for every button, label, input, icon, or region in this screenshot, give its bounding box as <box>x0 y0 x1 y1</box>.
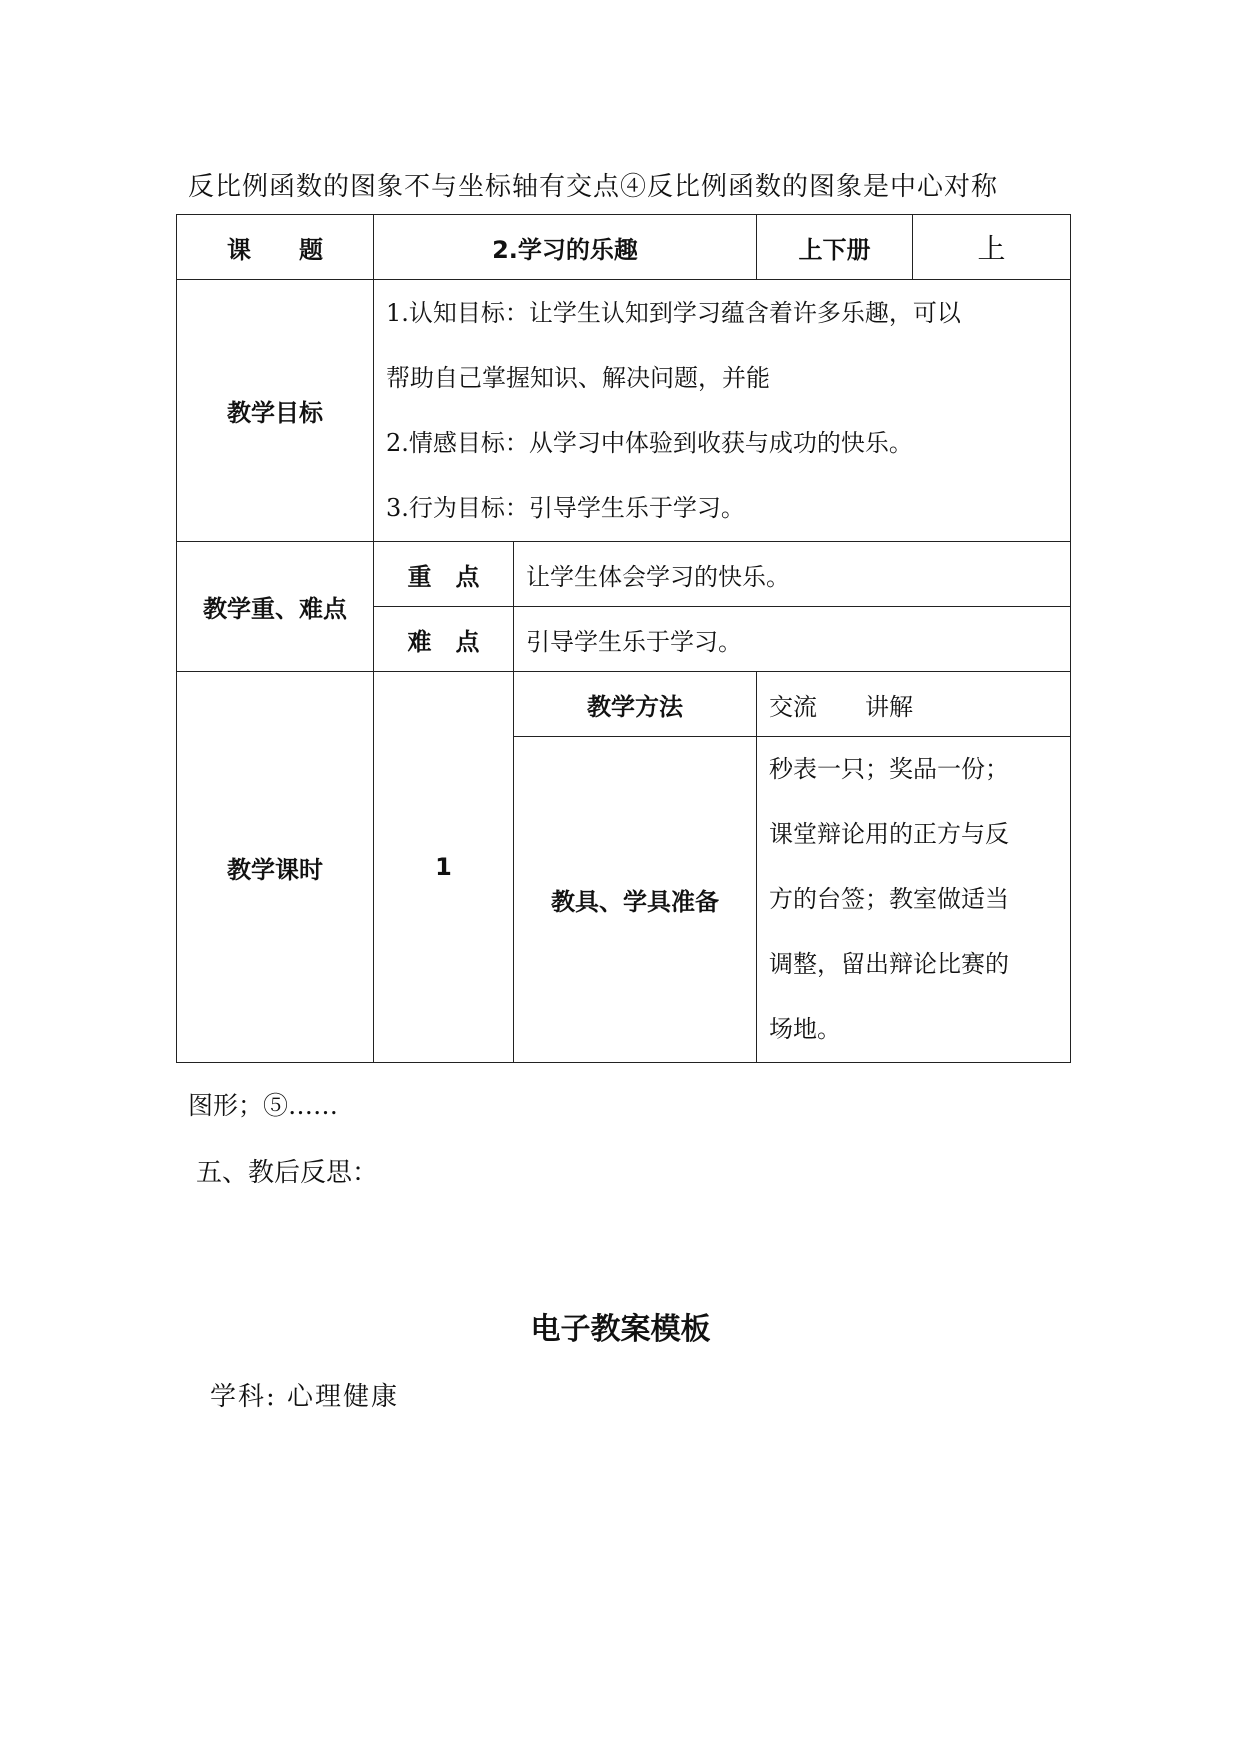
document-title: 电子教案模板 <box>530 1312 711 1347</box>
table-row-objectives <box>177 280 1071 542</box>
hours-value: 1 <box>374 672 514 1063</box>
tools-label: 教具、学具准备 <box>514 737 757 1063</box>
subject-line: 学科: 心理健康 <box>210 1382 400 1412</box>
header-continuation-text: 反比例函数的图象不与坐标轴有交点④反比例函数的图象是中心对称 <box>188 172 999 202</box>
volume-label: 上下册 <box>757 215 913 280</box>
objectives-label: 教学目标 <box>177 280 374 542</box>
hours-label: 教学课时 <box>177 672 374 1063</box>
reflection-heading: 五、教后反思： <box>196 1158 379 1188</box>
tools-line: 方的台签；教室做适当 <box>769 885 1010 913</box>
difficulty-label: 难 点 <box>374 607 514 672</box>
objective-line: 2.情感目标：从学习中体验到收获与成功的快乐。 <box>386 428 913 457</box>
tools-line: 场地。 <box>769 1015 842 1043</box>
tools-line: 调整，留出辩论比赛的 <box>769 950 1010 978</box>
table-row-method <box>177 672 1071 737</box>
objectives-content <box>374 280 1071 542</box>
tools-line: 秒表一只；奖品一份； <box>769 755 1010 783</box>
continuation-text: 图形；⑤…… <box>188 1091 339 1120</box>
tools-line: 课堂辩论用的正方与反 <box>769 820 1010 848</box>
table-row-topic <box>177 215 1071 280</box>
method-label: 教学方法 <box>514 672 757 737</box>
volume-value: 上 <box>913 215 1071 280</box>
key-points-label: 教学重、难点 <box>177 542 374 672</box>
method-value: 交流 讲解 <box>757 672 1071 737</box>
objective-line: 帮助自己掌握知识、解决问题，并能 <box>386 363 770 392</box>
tools-content <box>757 737 1071 1063</box>
topic-value: 2.学习的乐趣 <box>374 215 757 280</box>
focus-label: 重 点 <box>374 542 514 607</box>
objective-line: 1.认知目标：让学生认知到学习蕴含着许多乐趣，可以 <box>386 298 961 327</box>
table-row-focus <box>177 542 1071 607</box>
lesson-plan-table <box>176 214 1071 1063</box>
objective-line: 3.行为目标：引导学生乐于学习。 <box>386 493 745 522</box>
difficulty-value: 引导学生乐于学习。 <box>514 607 1071 672</box>
focus-value: 让学生体会学习的快乐。 <box>514 542 1071 607</box>
topic-label: 课 题 <box>177 215 374 280</box>
